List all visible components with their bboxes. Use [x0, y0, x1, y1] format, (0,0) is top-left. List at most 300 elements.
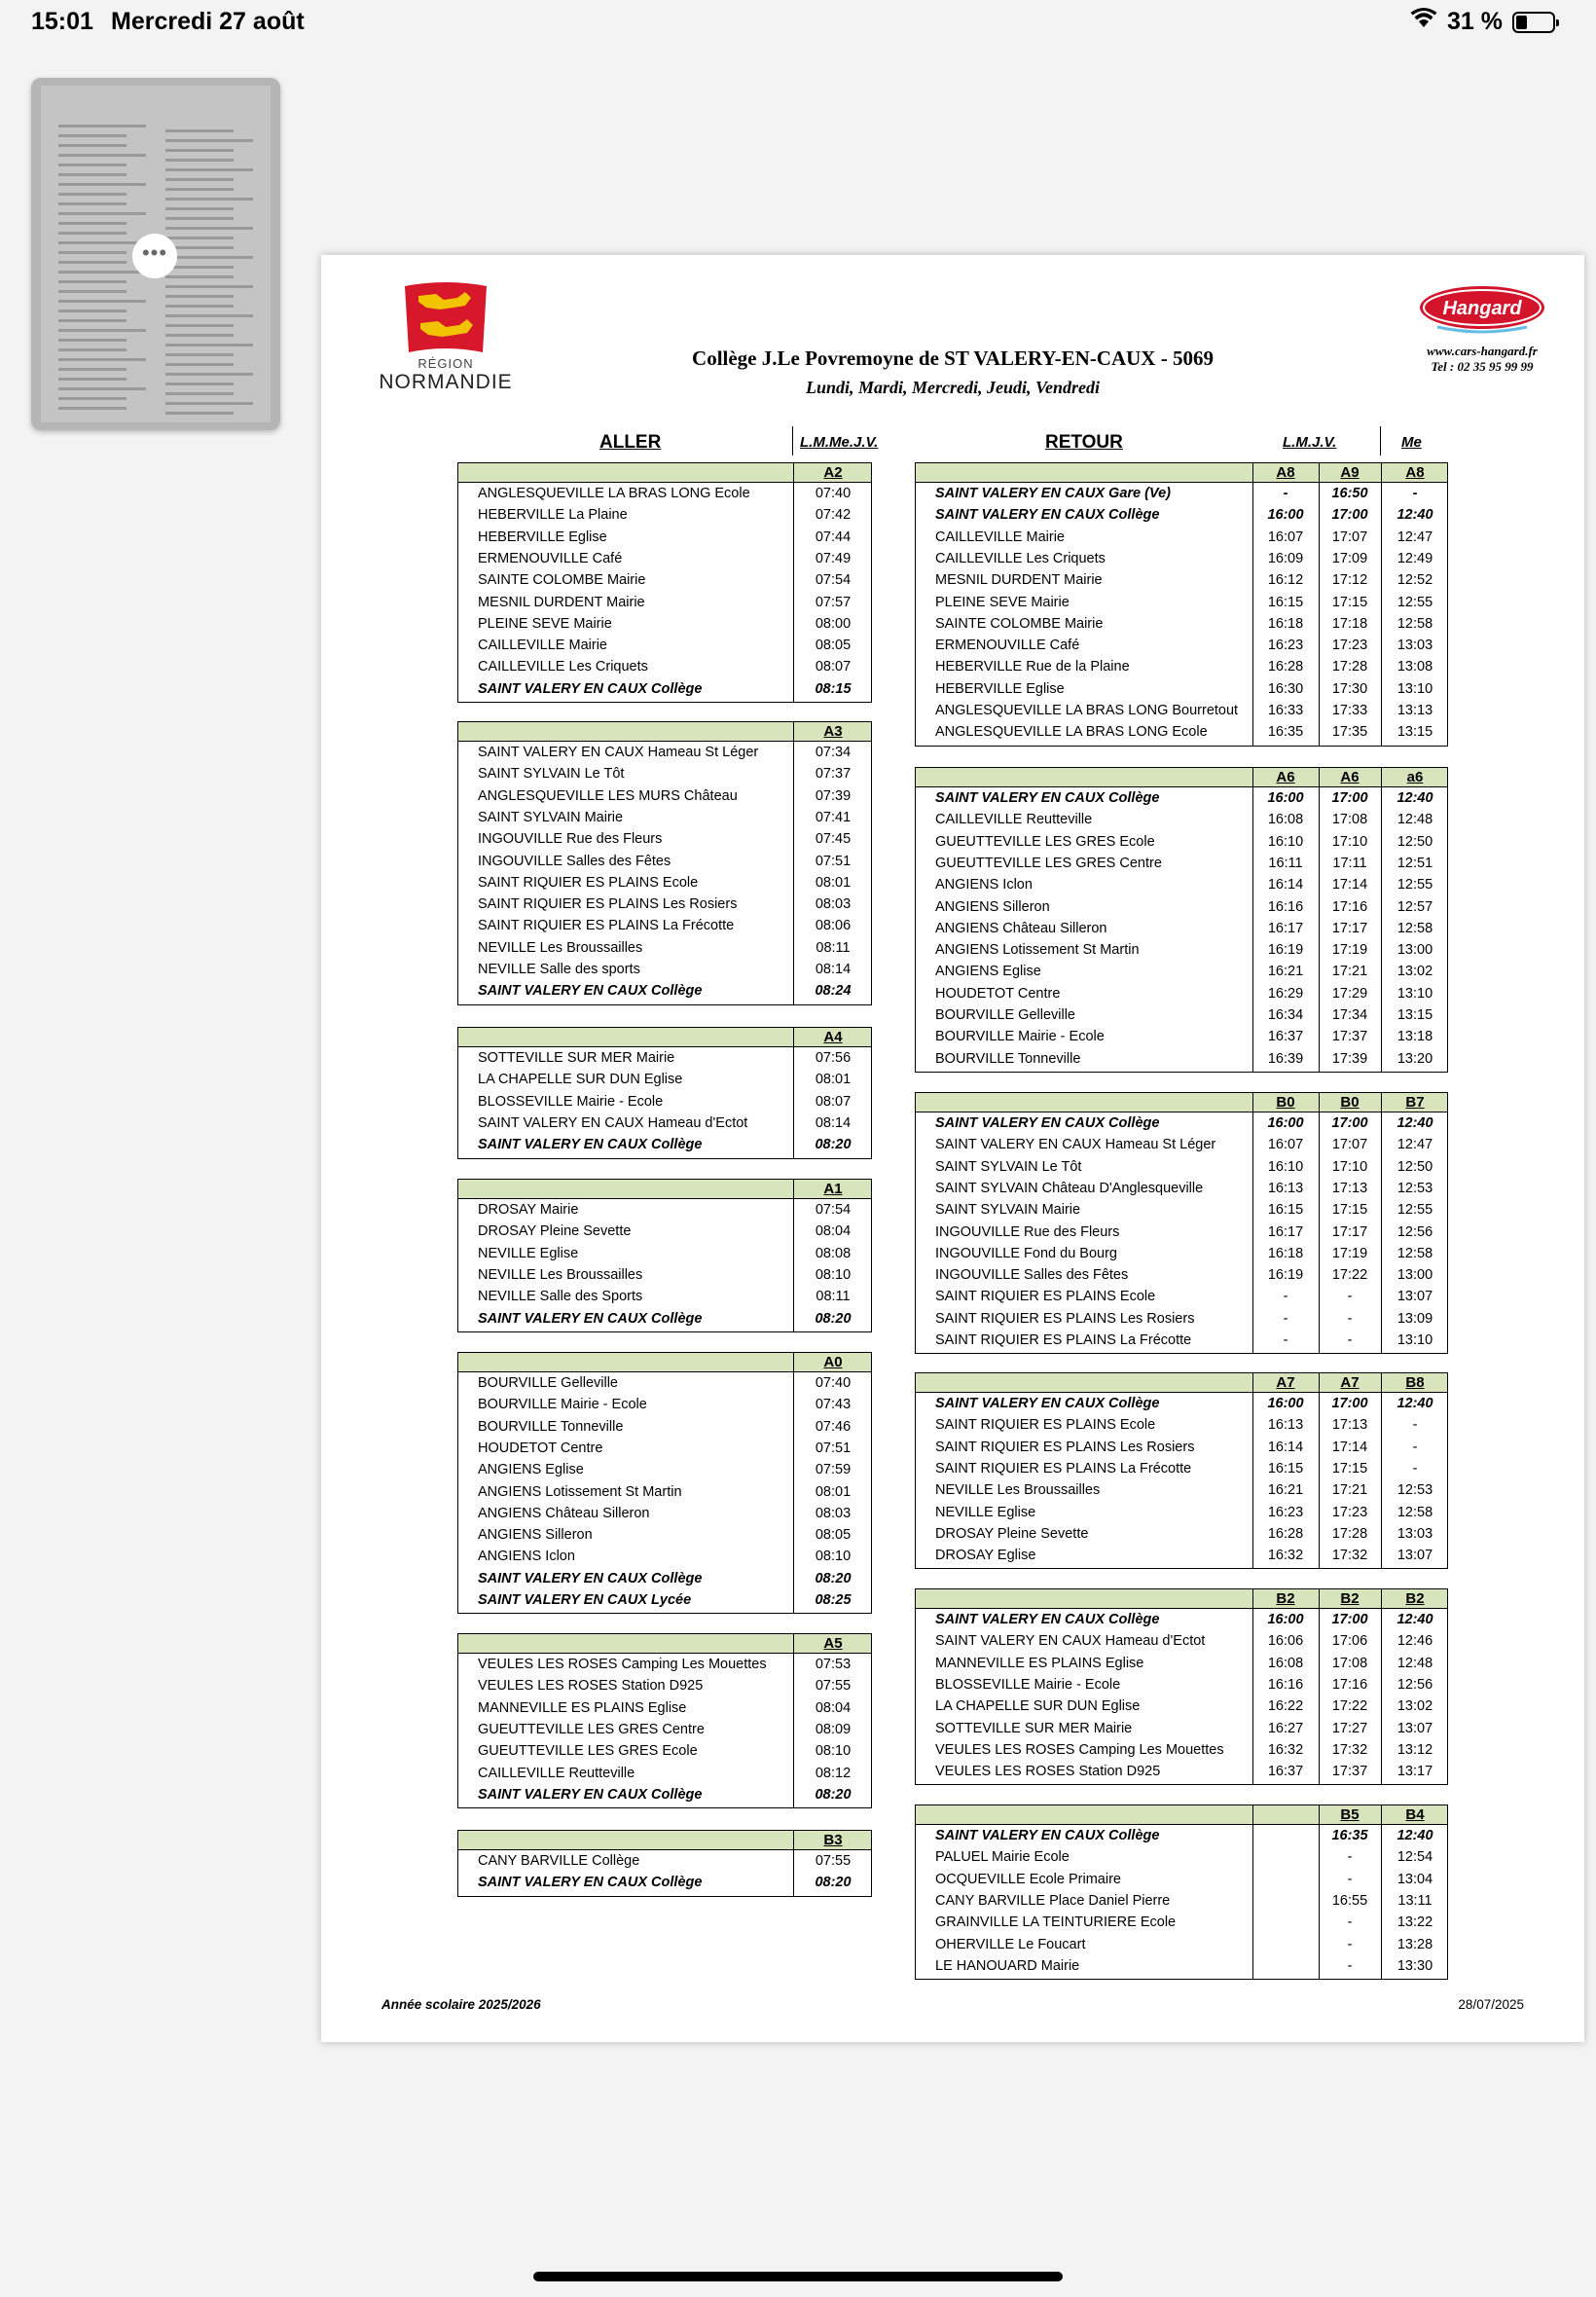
departure-time: 07:46 [815, 1418, 852, 1435]
departure-time: 12:49 [1396, 550, 1433, 566]
table-row [916, 635, 1447, 656]
stop-name: BLOSSEVILLE Mairie - Ecole [935, 1676, 1121, 1693]
departure-time: 16:35 [1331, 1828, 1368, 1843]
stop-name: BOURVILLE Mairie - Ecole [478, 1397, 647, 1413]
stop-name: SAINT VALERY EN CAUX Collège [935, 1115, 1160, 1131]
thumbnail-line [58, 251, 127, 254]
table-row [458, 1719, 871, 1740]
departure-time: 17:15 [1331, 1202, 1368, 1219]
table-row [458, 635, 871, 656]
table-row [458, 937, 871, 959]
thumbnail-line [58, 387, 146, 390]
departure-time: 08:10 [815, 1549, 852, 1565]
table-row [916, 613, 1447, 635]
page-subtitle: Lundi, Mardi, Mercredi, Jeudi, Vendredi [805, 378, 1101, 397]
table-row [458, 678, 871, 700]
departure-time: 17:18 [1331, 615, 1368, 632]
table-row [916, 1286, 1447, 1307]
departure-time: 16:00 [1267, 507, 1304, 524]
table-row [916, 569, 1447, 591]
departure-time: 17:14 [1331, 1439, 1368, 1455]
table-row [916, 1308, 1447, 1330]
departure-time: 17:28 [1331, 1525, 1368, 1542]
home-indicator[interactable] [533, 2272, 1063, 2281]
thumbnail-line [58, 202, 127, 205]
route-code: B0 [1276, 1094, 1295, 1111]
departure-time: 16:28 [1267, 659, 1304, 675]
stop-name: GUEUTTEVILLE LES GRES Ecole [478, 1743, 698, 1760]
stop-name: HEBERVILLE La Plaine [478, 507, 628, 524]
departure-time: 12:51 [1396, 855, 1433, 871]
hangard-brand-text: Hangard [1442, 298, 1522, 319]
table-row [458, 1546, 871, 1567]
departure-time: 17:00 [1331, 790, 1368, 806]
stop-name: VEULES LES ROSES Camping Les Mouettes [478, 1657, 767, 1672]
departure-time: 17:23 [1331, 1504, 1368, 1520]
table-row [458, 1416, 871, 1438]
departure-time: 08:03 [815, 1505, 852, 1521]
departure-time: 13:15 [1396, 724, 1433, 741]
departure-time: - [1347, 1936, 1353, 1952]
departure-time: - [1347, 1957, 1353, 1974]
departure-time: - [1347, 1332, 1353, 1348]
table-row [916, 1264, 1447, 1286]
departure-time: 16:19 [1267, 1267, 1304, 1284]
departure-time: 12:55 [1396, 1202, 1433, 1219]
departure-time: 08:20 [815, 1137, 852, 1153]
route-code: A2 [823, 464, 843, 481]
departure-time: 12:53 [1396, 1482, 1433, 1499]
departure-time: 13:22 [1396, 1914, 1433, 1931]
table-row [458, 807, 871, 828]
stop-name: SAINTE COLOMBE Mairie [478, 572, 646, 589]
hangard-phone: Tel : 02 35 95 99 99 [1431, 359, 1534, 374]
thumbnail-line [58, 212, 146, 215]
thumbnail-line [165, 334, 234, 337]
departure-time: 16:33 [1267, 703, 1304, 718]
stop-name: ANGLESQUEVILLE LA BRAS LONG Ecole [935, 724, 1208, 741]
route-code: A4 [823, 1029, 843, 1045]
stop-name: SAINT VALERY EN CAUX Collège [478, 1786, 703, 1803]
departure-time: 08:07 [815, 659, 852, 675]
table-row [916, 504, 1447, 526]
table-row [916, 874, 1447, 895]
departure-time: 16:11 [1268, 855, 1303, 871]
page-title: Collège J.Le Povremoyne de ST VALERY-EN-CAUX - 5069 [692, 346, 1214, 370]
departure-time: 16:09 [1267, 550, 1304, 566]
departure-time: 07:40 [815, 1375, 852, 1391]
page-thumbnail[interactable] [31, 78, 280, 430]
route-code: B2 [1405, 1590, 1425, 1607]
stop-name: ANGIENS Iclon [478, 1549, 575, 1565]
stop-name: BOURVILLE Tonneville [935, 1050, 1081, 1067]
departure-time: 16:07 [1267, 529, 1304, 545]
departure-time: 16:17 [1267, 920, 1304, 936]
route-code: A3 [823, 723, 843, 740]
status-time: 15:01 [31, 8, 93, 35]
stop-name: HOUDETOT Centre [478, 1440, 603, 1456]
departure-time: 16:08 [1267, 812, 1304, 828]
more-options-icon[interactable]: ••• [132, 234, 177, 278]
table-row [916, 656, 1447, 677]
departure-time: 16:00 [1267, 1396, 1304, 1411]
departure-time: 16:16 [1267, 1676, 1304, 1693]
departure-time: 13:07 [1396, 1289, 1433, 1305]
departure-time: 07:43 [815, 1397, 852, 1413]
departure-time: 16:34 [1267, 1007, 1304, 1023]
table-row [458, 1697, 871, 1719]
route-code: A1 [823, 1181, 843, 1197]
departure-time: 13:08 [1396, 659, 1433, 675]
departure-time: 07:44 [815, 529, 852, 545]
table-row [916, 1695, 1447, 1717]
departure-time: 07:53 [815, 1657, 852, 1672]
route-code: B5 [1340, 1806, 1360, 1823]
departure-time: 17:33 [1331, 703, 1368, 718]
stop-name: CANY BARVILLE Place Daniel Pierre [935, 1892, 1171, 1909]
thumbnail-line [165, 149, 234, 152]
battery-percent: 31 % [1447, 8, 1503, 35]
route-code: A7 [1340, 1374, 1360, 1391]
stop-name: NEVILLE Les Broussailles [478, 939, 643, 956]
table-row [916, 1523, 1447, 1545]
table-row [916, 853, 1447, 874]
table-row [458, 1134, 871, 1155]
departure-time: 08:04 [815, 1223, 852, 1240]
departure-time: 07:51 [815, 1440, 852, 1456]
table-row [916, 1330, 1447, 1351]
thumbnail-line [165, 314, 253, 317]
table-row [916, 961, 1447, 982]
table-row [458, 1675, 871, 1696]
departure-time: 08:01 [815, 1072, 852, 1088]
thumbnail-line [165, 188, 234, 191]
departure-time: 13:02 [1396, 1698, 1433, 1715]
departure-time: 12:57 [1396, 898, 1433, 915]
departure-time: - [1412, 486, 1418, 501]
thumbnail-line [165, 129, 234, 132]
route-code: B7 [1405, 1094, 1425, 1111]
table-row [916, 1825, 1447, 1846]
thumbnail-line [165, 217, 234, 220]
table-row [458, 1264, 871, 1286]
thumbnail-line [58, 348, 127, 351]
table-row [916, 1199, 1447, 1221]
stop-name: SAINT RIQUIER ES PLAINS Les Rosiers [935, 1310, 1195, 1327]
route-code: A7 [1276, 1374, 1295, 1391]
departure-time: 17:16 [1331, 1676, 1368, 1693]
departure-time: 08:10 [815, 1743, 852, 1760]
departure-time: 12:40 [1396, 1828, 1433, 1843]
retour-route-table [915, 462, 1448, 747]
departure-time: 08:01 [815, 1483, 852, 1500]
stop-name: SAINT RIQUIER ES PLAINS La Frécotte [935, 1460, 1192, 1477]
departure-time: 13:10 [1396, 1332, 1433, 1348]
table-row [458, 1459, 871, 1480]
departure-time: - [1347, 1289, 1353, 1305]
departure-time: - [1412, 1460, 1418, 1477]
table-row [458, 527, 871, 548]
route-code: B0 [1340, 1094, 1360, 1111]
stop-name: DROSAY Pleine Sevette [478, 1223, 632, 1240]
wifi-icon [1410, 8, 1437, 36]
table-row [916, 1630, 1447, 1652]
departure-time: 16:10 [1267, 833, 1304, 850]
departure-time: 13:02 [1396, 964, 1433, 980]
thumbnail-line [165, 324, 234, 327]
departure-time: 16:39 [1267, 1050, 1304, 1067]
departure-time: 17:17 [1331, 920, 1368, 936]
route-code: B2 [1340, 1590, 1360, 1607]
departure-time: 12:58 [1396, 615, 1433, 632]
departure-time: 17:00 [1331, 1612, 1368, 1627]
departure-time: 17:08 [1331, 812, 1368, 828]
departure-time: 13:30 [1396, 1957, 1433, 1974]
departure-time: 16:15 [1267, 1202, 1304, 1219]
table-row [458, 1784, 871, 1805]
departure-time: 13:00 [1396, 1267, 1433, 1284]
departure-time: 17:11 [1332, 855, 1367, 871]
stop-name: HEBERVILLE Rue de la Plaine [935, 659, 1130, 675]
thumbnail-line [165, 139, 253, 142]
table-row [916, 1243, 1447, 1264]
route-code: B4 [1405, 1806, 1425, 1823]
stop-name: CAILLEVILLE Mairie [935, 529, 1065, 545]
stop-name: INGOUVILLE Salles des Fêtes [478, 853, 671, 869]
table-row [458, 1221, 871, 1242]
stop-name: INGOUVILLE Rue des Fleurs [478, 831, 663, 848]
stop-name: SAINT VALERY EN CAUX Collège [478, 983, 703, 1000]
departure-time: 17:13 [1331, 1180, 1368, 1196]
table-row [458, 1091, 871, 1112]
table-row [458, 1372, 871, 1394]
stop-name: ANGIENS Château Silleron [478, 1505, 650, 1521]
table-row [458, 548, 871, 569]
thumbnail-line [58, 397, 127, 400]
stop-name: ANGIENS Château Silleron [935, 920, 1107, 936]
table-row [916, 1048, 1447, 1070]
document-page [321, 255, 1584, 2042]
departure-time: 08:20 [815, 1570, 852, 1586]
departure-time: 07:39 [815, 787, 852, 804]
departure-time: 16:14 [1267, 1439, 1304, 1455]
stop-name: MANNEVILLE ES PLAINS Eglise [935, 1655, 1144, 1671]
hangard-logo [1390, 284, 1575, 375]
stop-name: SAINT VALERY EN CAUX Collège [478, 1570, 703, 1586]
thumbnail-line [165, 285, 253, 288]
departure-time: 12:56 [1396, 1676, 1433, 1693]
thumbnail-line [165, 198, 253, 201]
departure-time: 12:58 [1396, 1504, 1433, 1520]
table-row [916, 1955, 1447, 1977]
hangard-website: www.cars-hangard.fr [1427, 344, 1538, 358]
departure-time: 07:40 [815, 486, 852, 501]
departure-time: 07:55 [815, 1678, 852, 1695]
stop-name: ANGLESQUEVILLE LA BRAS LONG Ecole [478, 486, 750, 501]
departure-time: - [1283, 1332, 1288, 1348]
departure-time: 12:58 [1396, 1245, 1433, 1261]
table-row [916, 1934, 1447, 1955]
table-row [458, 1394, 871, 1415]
thumbnail-line [58, 125, 146, 128]
departure-time: 12:47 [1396, 1137, 1433, 1153]
status-date: Mercredi 27 août [111, 8, 305, 35]
thumbnail-line [58, 300, 146, 303]
table-row [458, 656, 871, 677]
stop-name: SAINT VALERY EN CAUX Collège [478, 1875, 703, 1891]
table-row [458, 851, 871, 872]
departure-time: 16:32 [1267, 1741, 1304, 1758]
aller-days-header: L.M.Me.J.V. [800, 434, 879, 451]
stop-name: SAINT VALERY EN CAUX Collège [935, 1396, 1160, 1411]
stop-name: SAINT VALERY EN CAUX Collège [935, 790, 1160, 806]
departure-time: 08:11 [816, 1289, 851, 1305]
departure-time: 08:05 [815, 1527, 852, 1544]
table-row [458, 915, 871, 936]
table-row [916, 592, 1447, 613]
table-row [458, 1654, 871, 1675]
departure-time: 16:28 [1267, 1525, 1304, 1542]
thumbnail-line [58, 241, 146, 244]
departure-time: 17:00 [1331, 1115, 1368, 1131]
departure-time: 17:39 [1331, 1050, 1368, 1067]
departure-time: - [1347, 1849, 1353, 1866]
table-row [458, 1047, 871, 1069]
thumbnail-line [165, 178, 234, 181]
table-row [916, 918, 1447, 939]
departure-time: 12:48 [1396, 812, 1433, 828]
departure-time: 08:10 [815, 1266, 852, 1283]
thumbnail-line [58, 368, 127, 371]
aller-route-table [457, 462, 872, 703]
departure-time: 07:41 [815, 809, 852, 825]
stop-name: HEBERVILLE Eglise [935, 680, 1065, 697]
stop-name: CAILLEVILLE Mairie [478, 638, 607, 654]
table-row [916, 1004, 1447, 1026]
departure-time: 16:16 [1267, 898, 1304, 915]
departure-time: 17:10 [1331, 833, 1368, 850]
departure-time: 13:18 [1396, 1029, 1433, 1045]
table-row [458, 1069, 871, 1090]
stop-name: NEVILLE Les Broussailles [935, 1482, 1101, 1499]
thumbnail-line [165, 363, 234, 366]
departure-time: 16:00 [1267, 1612, 1304, 1627]
stop-name: PALUEL Mairie Ecole [935, 1849, 1070, 1866]
table-row [916, 527, 1447, 548]
departure-time: 16:50 [1331, 486, 1368, 501]
aller-route-table [457, 1352, 872, 1614]
departure-time: 08:01 [815, 874, 852, 891]
departure-time: 13:03 [1396, 1525, 1433, 1542]
departure-time: 12:55 [1396, 877, 1433, 893]
route-code: B2 [1276, 1590, 1295, 1607]
departure-time: 16:18 [1267, 615, 1304, 632]
departure-time: 12:40 [1396, 1612, 1433, 1627]
stop-name: GRAINVILLE LA TEINTURIERE Ecole [935, 1914, 1177, 1931]
departure-time: 16:15 [1267, 594, 1304, 610]
table-row [458, 592, 871, 613]
stop-name: LE HANOUARD Mairie [935, 1957, 1080, 1974]
stop-name: CANY BARVILLE Collège [478, 1853, 640, 1869]
table-row [458, 483, 871, 504]
departure-time: 08:20 [815, 1786, 852, 1803]
departure-time: 17:34 [1331, 1007, 1368, 1023]
table-row [916, 787, 1447, 809]
table-row [458, 872, 871, 893]
table-row [458, 980, 871, 1002]
departure-time: 12:40 [1396, 1396, 1433, 1411]
table-row [916, 896, 1447, 918]
departure-time: 17:37 [1331, 1029, 1368, 1045]
table-row [916, 548, 1447, 569]
departure-time: 12:52 [1396, 572, 1433, 589]
stop-name: SAINT SYLVAIN Château D'Anglesqueville [935, 1180, 1204, 1196]
thumbnail-line [58, 329, 146, 332]
departure-time: 08:05 [815, 638, 852, 654]
retour-route-table [915, 1588, 1448, 1785]
departure-time: 16:00 [1267, 1115, 1304, 1131]
departure-time: 08:12 [815, 1765, 852, 1781]
stop-name: OHERVILLE Le Foucart [935, 1936, 1086, 1952]
stop-name: VEULES LES ROSES Station D925 [935, 1764, 1161, 1780]
thumbnail-line [58, 339, 127, 342]
departure-time: 12:48 [1396, 1655, 1433, 1671]
stop-name: CAILLEVILLE Les Criquets [478, 659, 648, 675]
departure-time: 16:18 [1267, 1245, 1304, 1261]
table-row [458, 1286, 871, 1307]
table-row [916, 1846, 1447, 1868]
stop-name: SAINT VALERY EN CAUX Collège [935, 1828, 1160, 1843]
stop-name: BOURVILLE Tonneville [478, 1418, 624, 1435]
departure-time: 08:00 [815, 615, 852, 632]
table-row [916, 483, 1447, 504]
departure-time: 13:04 [1396, 1871, 1433, 1887]
departure-time: 13:07 [1396, 1720, 1433, 1736]
departure-time: 17:15 [1331, 1460, 1368, 1477]
table-row [458, 1568, 871, 1589]
departure-time: 17:08 [1331, 1655, 1368, 1671]
stop-name: GUEUTTEVILLE LES GRES Ecole [935, 833, 1155, 850]
table-row [916, 1761, 1447, 1782]
departure-time: 17:21 [1331, 964, 1368, 980]
stop-name: SAINT RIQUIER ES PLAINS Ecole [935, 1417, 1156, 1434]
stop-name: DROSAY Eglise [935, 1548, 1036, 1564]
stop-name: SAINT VALERY EN CAUX Collège [935, 507, 1160, 524]
departure-time: 07:56 [815, 1050, 852, 1066]
stop-name: VEULES LES ROSES Station D925 [478, 1678, 704, 1695]
departure-time: 13:17 [1396, 1764, 1433, 1780]
stop-name: LA CHAPELLE SUR DUN Eglise [478, 1072, 683, 1088]
departure-time: 16:17 [1267, 1223, 1304, 1240]
thumbnail-line [58, 173, 127, 176]
stop-name: PLEINE SEVE Mairie [935, 594, 1070, 610]
stop-name: ANGIENS Silleron [478, 1527, 593, 1544]
departure-time: 17:07 [1331, 529, 1368, 545]
stop-name: GUEUTTEVILLE LES GRES Centre [478, 1721, 705, 1737]
table-row [916, 1414, 1447, 1436]
route-code: A0 [823, 1354, 843, 1370]
stop-name: SAINT RIQUIER ES PLAINS Les Rosiers [935, 1439, 1195, 1455]
thumbnail-line [165, 402, 253, 405]
aller-route-table [457, 1027, 872, 1159]
header-divider [1380, 426, 1381, 456]
thumbnail-line [58, 261, 127, 264]
table-row [916, 1479, 1447, 1501]
departure-time: 07:37 [815, 766, 852, 783]
table-row [916, 1869, 1447, 1890]
departure-time: 07:55 [815, 1853, 852, 1869]
departure-time: 17:15 [1331, 594, 1368, 610]
